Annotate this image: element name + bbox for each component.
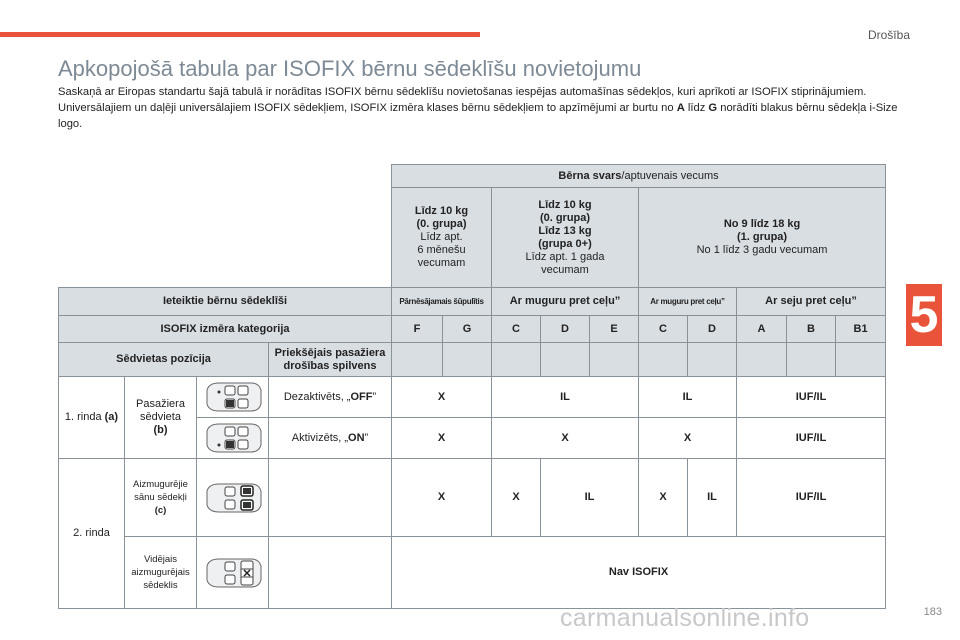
type-rear-facing-2: Ar muguru pret ceļu” <box>639 288 737 316</box>
group-0plus-header: Līdz 10 kg (0. grupa) Līdz 13 kg (grupa 0+) Līdz apt. 1 gada vecumam <box>492 188 639 288</box>
top-accent-bar <box>0 32 480 37</box>
car-seat-diagram-icon <box>201 481 265 515</box>
section-label: Drošība <box>867 28 910 42</box>
rear-center-seat-label: Vidējais aizmugurējais sēdeklis <box>125 537 197 609</box>
size-class-cell: C <box>492 316 541 343</box>
size-class-cell: C <box>639 316 688 343</box>
watermark: carmanualsonline.info <box>560 604 810 632</box>
airbag-label: Priekšējais pasažiera drošības spilvens <box>269 343 392 377</box>
intro-text <box>58 84 908 132</box>
passenger-seat-label: Pasažiera sēdvieta (b) <box>125 377 197 459</box>
group-1-header: No 9 līdz 18 kg (1. grupa) No 1 līdz 3 gadu vecumam <box>639 188 886 288</box>
cell-value: IUF/IL <box>737 459 886 537</box>
cell-value: IL <box>639 377 737 418</box>
cell-value: X <box>492 459 541 537</box>
size-class-cell: D <box>541 316 590 343</box>
type-rear-facing: Ar muguru pret ceļu” <box>492 288 639 316</box>
cell-value: IL <box>541 459 639 537</box>
size-class-cell: G <box>443 316 492 343</box>
cell-value: X <box>392 459 492 537</box>
cell-value: X <box>639 459 688 537</box>
weight-header: Bērna svars/aptuvenais vecums <box>392 165 886 188</box>
intro-paragraph-2: Universālajiem un daļēji universālajiem ISOFIX sēdekļiem, ISOFIX izmēra klases bērnu sēdekļiem to apzīmējumi ar burtu no A līdz G norādīti blakus bērnu sēdekļa i-Size logo. <box>58 102 898 130</box>
chapter-tab: 5 <box>906 284 942 346</box>
cell-value: X <box>392 377 492 418</box>
cell-value: IUF/IL <box>737 418 886 459</box>
size-class-cell: E <box>590 316 639 343</box>
cell-value: X <box>639 418 737 459</box>
size-class-cell: D <box>688 316 737 343</box>
row1-label: 1. rinda (a) <box>59 377 125 459</box>
intro-paragraph-1: Saskaņā ar Eiropas standartu šajā tabulā ir norādītas ISOFIX bērnu sēdeklīšu novietošanas iespējas automašīnas sēdekļos, kuri aprīkoti ar ISOFIX stiprinājumiem. <box>58 86 867 98</box>
size-class-cell: F <box>392 316 443 343</box>
cell-value: X <box>492 418 639 459</box>
group-0-header: Līdz 10 kg (0. grupa) Līdz apt. 6 mēnešu vecumam <box>392 188 492 288</box>
car-seat-diagram-icon <box>201 380 265 414</box>
cell-value: IL <box>688 459 737 537</box>
isofix-table <box>58 164 886 609</box>
car-seat-diagram-icon <box>201 421 265 455</box>
car-icon-front-on <box>197 418 269 459</box>
type-carrycot: Pārnēsājamais šūpulītis <box>392 288 492 316</box>
seat-position-label: Sēdvietas pozīcija <box>59 343 269 377</box>
type-forward-facing: Ar seju pret ceļu” <box>737 288 886 316</box>
car-icon-front-off <box>197 377 269 418</box>
page-number: 183 <box>923 606 942 618</box>
car-icon-rear-side <box>197 459 269 537</box>
cell-value: X <box>392 418 492 459</box>
rear-side-seats-label: Aizmugurējie sānu sēdekļi (c) <box>125 459 197 537</box>
cell-value: IL <box>492 377 639 418</box>
size-class-cell: B <box>787 316 836 343</box>
size-class-cell: B1 <box>836 316 886 343</box>
cell-value: IUF/IL <box>737 377 886 418</box>
airbag-on-status: Aktivizēts, „ON” <box>269 418 392 459</box>
no-isofix-cell: Nav ISOFIX <box>392 537 886 609</box>
row2-label: 2. rinda <box>59 459 125 609</box>
empty-cell <box>269 459 392 537</box>
page-title: Apkopojošā tabula par ISOFIX bērnu sēdeklīšu novietojumu <box>58 56 642 81</box>
car-icon-rear-center <box>197 537 269 609</box>
airbag-off-status: Dezaktivēts, „OFF” <box>269 377 392 418</box>
empty-cell <box>269 537 392 609</box>
recommended-seats-label: Ieteiktie bērnu sēdeklīši <box>59 288 392 316</box>
size-class-label: ISOFIX izmēra kategorija <box>59 316 392 343</box>
size-class-cell: A <box>737 316 787 343</box>
car-seat-diagram-icon <box>201 556 265 590</box>
